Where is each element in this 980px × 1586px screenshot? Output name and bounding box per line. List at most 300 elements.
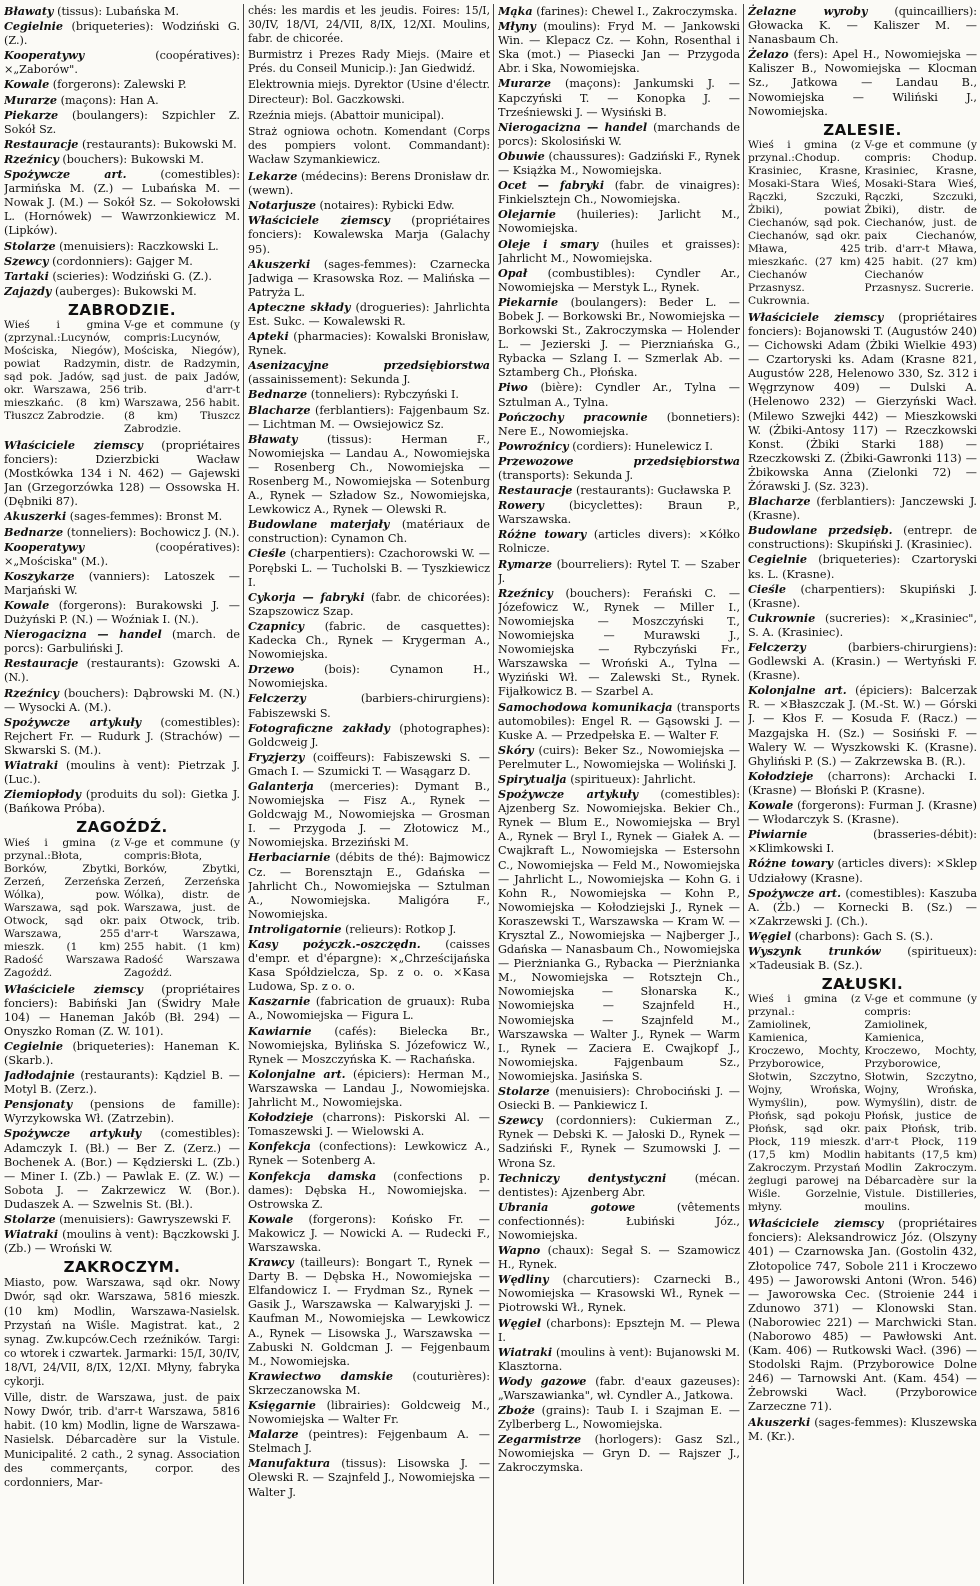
entry-category: Restauracje — [4, 656, 79, 671]
directory-entry — [498, 772, 740, 787]
directory-entry — [748, 523, 977, 552]
description-french: V-ge et commune (y compris:Błota, Borków, Zbytki, Zerzeń, Zerzeńska Wólka), distr. de Warszawa, just. de paix Otwock, trib. d'arr-t Warszawa, 255 habit. (1 km) Radość Warszawa Zagoźdź. — [124, 836, 240, 979]
entry-category: Blacharze — [248, 402, 311, 417]
description-polish: Wieś i gmina (z przynal.: Zamiolinek, Kamienica, Kroczewo, Mochty, Przyborowice, Słotwin, Szczytno, Wojny, Wrońska, Wymyślin), pow. Płońsk, sąd pokoju Płońsk, sąd okr. Płock, 119 mieszk. (17,5 km) Modlin Zakroczym. Przystań żeglugi parowej na Wiśle. Gorzelnie, młyny. — [748, 993, 861, 1214]
entry-category: Notarjusze — [248, 198, 316, 213]
entry-category: Introligatornie — [248, 921, 342, 936]
entry-text: (bouchers): Ferański C. — Józefowicz W., Rynek — Miller I., Nowomiejska — Moszczyński T., Nowomiejska — Murawski J., Nowomiejska — Rybczyński Fr., Warszawska — Wroński A., Tylna — Wyziński Wł. — Zalewski St., Rynek. Fijałkowicz B. — Szarbel A. — [498, 586, 741, 699]
entry-category: Nierogacizna — handel — [4, 627, 162, 642]
directory-entry — [498, 483, 740, 498]
entry-text: (bouchers): Bukowski M. — [62, 152, 204, 166]
entry-category: Oleje i smary — [498, 236, 599, 251]
entry-text: (briqueteries): Wodziński G. (Z.). — [4, 20, 240, 48]
directory-entry — [748, 640, 977, 683]
entry-text: (boulangers): Szpichler Z. Sokół Sz. — [4, 108, 240, 136]
directory-entry — [248, 1456, 490, 1499]
directory-entry — [498, 120, 740, 149]
entry-text: (comestibles): Adamczyk I. (Bł.) — Ber Z. (Zerz.) — Bochenek A. (Bor.) — Kędzierski L. (Zb.) — Miner I. (Zb.) — Pawlak E. (Z. W.) — Sobota J. — Zakrzewicz W. (Bor.). Dudaszek A. — Szwelnis St. (Bł.). — [4, 1127, 240, 1211]
entry-category: Kooperatywy — [4, 539, 85, 554]
entry-text: (tissus): Lisowska J. — Olewski R. — Szajnfeld J., Nowomiejska — Walter J. — [248, 1457, 491, 1499]
entry-category: Węgiel — [498, 1315, 542, 1330]
directory-entry — [498, 1243, 740, 1272]
entry-text: (menuisiers): Gawryszewski F. — [59, 1213, 232, 1226]
entry-category: Ubrania gotowe — [498, 1199, 636, 1214]
entry-category: Felczerzy — [748, 640, 806, 654]
entry-text: (sages-femmes): Kluszewska M. (Kr.). — [748, 1415, 977, 1443]
directory-entry — [498, 19, 740, 76]
entry-text: (pensions de famille): Wyrzykowska Wł. (Zatrzebin). — [4, 1098, 240, 1126]
entry-category: Właściciele ziemscy — [748, 309, 884, 324]
entry-text: (propriétaires fonciers): Kowalewska Marja (Galachy 95). — [248, 214, 490, 256]
entry-text: (menuisiers): Raczkowski L. — [59, 239, 219, 253]
place-description: Rzeźnia miejs. (Abattoir municipal). — [248, 108, 445, 122]
entry-category: Kowale — [4, 77, 50, 92]
entry-text: (ferblantiers): Fajgenbaum Sz. — Lichtman M. — Owsiejowicz Sz. — [248, 403, 490, 431]
entry-category: Cegielnie — [4, 19, 63, 34]
entry-text: (tonneliers): Bochowicz J. (N.). — [66, 525, 240, 539]
entry-text: (merceries): Dymant B., Nowomiejska — Fisz A., Rynek — Goldcwajg M., Nowomiejska — Grosman I. — Przygoda J. — Złotowicz M., Nowomiejska. Brzeziński M. — [248, 779, 491, 850]
entry-category: Akuszerki — [748, 1414, 811, 1429]
entry-text: (fabric. de casquettes): Kadecka Ch., Rynek — Krygerman A., Nowomiejska. — [248, 619, 490, 662]
directory-entry — [748, 552, 977, 581]
entry-category: Techniczy dentystyczni — [498, 1170, 667, 1185]
directory-entry — [248, 1139, 490, 1168]
directory-entry — [498, 1432, 740, 1475]
entry-category: Olejarnie — [498, 207, 556, 222]
directory-entry — [4, 1068, 240, 1097]
directory-entry — [498, 410, 740, 439]
directory-entry — [248, 257, 490, 300]
directory-entry — [4, 1227, 240, 1256]
entry-category: Spirytualja — [498, 771, 567, 786]
entry-text: (couturières): Skrzeczanowska M. — [248, 1369, 490, 1397]
entry-text: (grains): Taub I. i Szajman E. — Zylberberg L., Nowomiejska. — [498, 1404, 740, 1432]
entry-text: (charrons): Archacki I. (Krasne) — Błoński P. (Krasne). — [748, 769, 978, 797]
entry-category: Wapno — [498, 1243, 541, 1258]
entry-text: (pharmacies): Kowalski Bronisław, Rynek. — [248, 330, 491, 358]
directory-entry — [498, 178, 740, 207]
entry-text: (restaurants): Kądziel B. — Motyl B. (Zerz.). — [4, 1069, 240, 1097]
directory-entry — [498, 586, 740, 700]
entry-category: Asenizacyjne przedsiębiorstwa — [248, 358, 490, 373]
entry-category: Jadłodajnie — [4, 1068, 75, 1083]
entry-text: (restaurants): Gzowski A. (N.). — [4, 657, 240, 685]
entry-category: Kolonjalne art. — [748, 683, 847, 698]
directory-entry — [498, 1316, 740, 1345]
directory-entry — [4, 48, 240, 77]
directory-entry — [248, 1067, 490, 1110]
entry-category: Ocet — fabryki — [498, 178, 605, 193]
directory-entry — [748, 683, 977, 769]
entry-category: Stolarze — [4, 1212, 56, 1226]
entry-text: (restaurants): Bukowski M. — [81, 137, 237, 151]
entry-text: (quincailliers): Głowacka K. — Kaliszer M. — Nanasbaum Ch. — [748, 5, 978, 47]
directory-entry — [498, 439, 740, 454]
entry-category: Mąka — [498, 4, 533, 18]
entry-text: (comestibles): Kaszuba A. (Żb.) — Kornecki B. (Sz.) — ×Zakrzewski J. (Ch.). — [748, 886, 977, 928]
entry-category: Rzeźnicy — [498, 585, 553, 600]
entry-text: (cordonniers): Gajger M. — [52, 254, 193, 268]
entry-text: (propriétaires fonciers): Bojanowski T. (Augustów 240) — Cichowski Adam (Żbiki Wielkie 493) — Czartoryski ks. Adam (Krasne 821, Augustów 228, Helenowo 330, Sz. 312 i Węgrzynow 409) — Dulski A. (Helenowo 232) — Gierzyński Wacł. (Milewo Szwejki 442) — Mieszkowski W. (Żbiki-Antosy 117) — Rzeczkowski Konst. (Żbiki Starki 188) — Rzeczkowski Z. (Żbiki-Gawronki 113) — Żbikowska Anna (Zielonki 72) — Żórawski J. (Sz. 323). — [748, 310, 977, 493]
place-heading: ZAGOŹDŹ. — [76, 818, 168, 837]
entry-text: (bois): Cynamon H., Nowomiejska. — [248, 663, 490, 691]
entry-text: (tissus): Herman F., Nowomiejska — Landau A., Nowomiejska — Rosenberg Ch., Nowomiejska — Rosenberg M., Nowomiejska — Sotenburg A., Rynek — Szładow Sz., Nowomiejska, Lewkowicz A., Rynek — Olewski R. — [248, 432, 491, 517]
entry-category: Rzeźnicy — [4, 685, 59, 700]
directory-entry — [498, 498, 740, 527]
entry-category: Młyny — [498, 19, 536, 34]
entry-text: (barbiers-chirurgiens): Fabiszewski S. — [248, 692, 490, 720]
entry-category: Różne towary — [498, 527, 587, 542]
directory-entry — [748, 769, 977, 798]
directory-entry — [748, 582, 977, 611]
directory-entry — [498, 743, 740, 772]
entry-category: Malarze — [248, 1427, 299, 1442]
place-heading: ZAŁUSKI. — [821, 975, 904, 994]
entry-text: (assainissement): Sekunda J. — [248, 373, 411, 387]
entry-category: Ziemiopłody — [4, 787, 81, 802]
directory-entry — [248, 779, 490, 850]
entry-category: Cieśle — [248, 546, 286, 561]
entry-category: Czapnicy — [248, 618, 305, 633]
directory-entry — [4, 758, 240, 787]
entry-text: (épiciers): Herman M., Warszawska — Landau J., Nowomiejska. Jahrlicht M., Nowomiejska. — [248, 1067, 490, 1110]
directory-entry — [248, 750, 490, 779]
entry-category: Koszykarze — [4, 568, 75, 583]
entry-text: (chaux): Segał S. — Szamowicz H., Rynek. — [498, 1244, 740, 1272]
entry-category: Opał — [498, 265, 528, 280]
directory-entry — [4, 982, 240, 1039]
directory-entry — [748, 798, 977, 827]
entry-category: Murarze — [498, 76, 552, 91]
directory-entry — [248, 1255, 490, 1369]
entry-text: (comestibles): Rejchert Fr. — Rudurk J. (Strachów) — Skwarski S. (M.). — [4, 715, 240, 757]
entry-category: Stolarze — [498, 1084, 550, 1099]
entry-category: Obuwie — [498, 148, 545, 163]
directory-entry — [4, 77, 240, 92]
directory-entry — [4, 152, 240, 167]
directory-entry — [4, 108, 240, 137]
directory-entry — [4, 254, 240, 269]
entry-text: (farines): Chewel I., Zakroczymska. — [536, 5, 738, 18]
directory-entry — [4, 1039, 240, 1068]
entry-category: Spożywcze artykuły — [498, 787, 639, 802]
entry-text: (sages-femmes): Czarnecka Jadwiga — Krasowska Roz. — Malińska — Patryża L. — [248, 257, 491, 299]
entry-text: (bicyclettes): Braun P., Warszawska. — [498, 499, 740, 527]
entry-text: (relieurs): Rotkop J. — [345, 922, 457, 936]
entry-text: (propriétaires fonciers): Dzierzbicki Wacław (Mostkówka 134 i N. 462) — Gajewski Jan (Grzegorzówka 128) — Ossowska H. (Dębniki 87). — [4, 438, 240, 509]
entry-category: Apteki — [248, 329, 289, 344]
entry-text: (bonnetiers): Nere E., Nowomiejska. — [498, 410, 740, 438]
entry-text: (auberges): Bukowski M. — [54, 284, 197, 298]
entry-text: (coiffeurs): Fabiszewski S. — Gmach I. — Szumicki T. — Wasągarz D. — [248, 750, 490, 778]
directory-entry — [498, 76, 740, 119]
entry-category: Węgiel — [748, 928, 792, 943]
directory-entry — [4, 1212, 240, 1227]
directory-entry — [248, 1369, 490, 1398]
directory-entry — [748, 310, 977, 494]
entry-text: (huileries): Jarlicht M., Nowomiejska. — [498, 208, 740, 236]
entry-text: (articles divers): ×Sklep Udziałowy (Krasne). — [748, 857, 977, 885]
directory-entry — [248, 169, 490, 198]
place-heading: ZALESIE. — [823, 120, 902, 139]
entry-text: (photographes): Goldcweig J. — [248, 721, 490, 749]
description-polish: Wieś i gmina (z przynal.:Błota, Borków, Zbytki, Zerzeń, Zerzeńska Wólka), pow. Warszawa, sąd pok. Otwock, sąd okr. Warszawa, 255 mieszk. (1 km) Radość Warszawa Zagoźdź. — [4, 836, 120, 979]
entry-category: Rowery — [498, 498, 544, 513]
entry-category: Drzewo — [248, 662, 295, 677]
directory-entry — [748, 1216, 977, 1414]
directory-entry — [748, 856, 977, 885]
text-column-4 — [748, 4, 980, 1584]
place-heading: ZAKROCZYM. — [63, 1258, 181, 1277]
directory-entry — [748, 47, 977, 118]
entry-text: (forgerons): Burakowski J. — Dużyński P. (N.) — Woźniak I. (N.). — [4, 599, 240, 627]
directory-entry — [248, 1398, 490, 1427]
entry-text: (forgerons): Furman J. (Krasne) — Włodarczyk S. (Krasne). — [748, 799, 977, 827]
entry-category: Spożywcze art. — [748, 885, 841, 900]
bilingual-description — [748, 139, 977, 308]
bilingual-description — [4, 319, 240, 436]
entry-text: (moulins à vent): Bujanowski M. Klasztorna. — [498, 1345, 740, 1373]
entry-category: Kołodzieje — [748, 768, 814, 783]
entry-text: (fers): Apel H., Nowomiejska — Kaliszer B., Nowomiejska — Klocman Sz., Jatkowa — Landau B., Nowomiejska — Wiliński J., Nowomiejska. — [748, 48, 978, 118]
entry-text: (charrons): Piskorski Al. — Tomaszewski J. — Wielowski A. — [248, 1111, 490, 1139]
directory-entry — [4, 1126, 240, 1212]
entry-category: Wyszynk trunków — [748, 943, 881, 958]
entry-text: (menuisiers): Chrobociński J. — Osiecki B. — Pankiewicz I. — [498, 1085, 740, 1113]
entry-category: Restauracje — [4, 136, 79, 151]
directory-entry — [4, 656, 240, 685]
entry-text: (comestibles): Ajzenberg Sz. Nowomiejska. Bekier Ch., Rynek — Blum E., Nowomiejska — Bryl A., Rynek — Bryl I., Rynek — Giałek A. — Cwajkraft L., Nowomiejska — Estersohn C., Nowomiejska — Feld M., Nowomiejska — Jahrlicht L., Nowomiejska — Kohn G. i Kohn R., Nowomiejska — Kohn P., Nowomiejska — Kołodziejski J., Rynek — Koraszewski T., Warszawska — Kram W. — Krysztal Z., Nowomiejska — Najberger J., Gdańska — Nanasbaum Ch., Nowomiejska — Pierżnianka G., Rybacka — Pierżnianka M., Nowomiejska — Rotsztejn Ch., Nowomiejska — Słonarska K., Nowomiejska — Szajnfeld H., Nowomiejska — Szajnfeld M., Warszawska — Walter J., Rynek — Warm I., Rynek — Zaciera E. Cwajkopf J., Nowomiejska. Fajgenbaum Sz., Nowomiejska. Jasińska S. — [498, 788, 740, 1083]
directory-entry — [4, 269, 240, 284]
entry-category: Fryzjerzy — [248, 749, 305, 764]
entry-category: Spożywcze art. — [4, 167, 127, 182]
entry-text: (mécan. dentistes): Ajzenberg Abr. — [498, 1171, 741, 1199]
directory-entry — [4, 715, 240, 758]
entry-category: Spożywcze artykuły — [4, 1126, 142, 1141]
place-heading: ZABRODZIE. — [67, 300, 177, 319]
entry-text: (horlogers): Gasz Szl., Nowomiejska — Gryn D. — Rajszer J., Zakroczymska. — [498, 1433, 740, 1475]
entry-category: Krawiectwo damskie — [248, 1368, 393, 1383]
entry-category: Spożywcze artykuły — [4, 714, 142, 729]
directory-entry — [498, 149, 740, 178]
entry-text: (briqueteries): Haneman K. (Skarb.). — [4, 1039, 240, 1067]
entry-text: (fabrication de gruaux): Ruba A., Nowomiejska — Figura L. — [248, 995, 490, 1023]
entry-text: (barbiers-chirurgiens): Godlewski A. (Krasin.) — Wertyński F. (Krasne). — [748, 641, 977, 683]
entry-text: (transports): Sekunda J. — [498, 469, 634, 482]
entry-category: Fotograficzne zakłady — [248, 720, 390, 735]
entry-category: Księgarnie — [248, 1398, 316, 1412]
entry-text: (vêtements confectionnés): Łubiński Józ., Nowomiejska. — [498, 1200, 740, 1242]
directory-entry — [498, 1171, 740, 1200]
directory-entry — [248, 213, 490, 256]
directory-entry — [498, 454, 740, 483]
directory-entry — [498, 4, 740, 19]
entry-text: (cordonniers): Cukierman Z., Rynek — Debski K. — Jałoski D., Rynek — Sadziński F., Rynek — Szumowski J. — Wrona Sz. — [498, 1114, 740, 1170]
entry-text: (notaires): Rybicki Edw. — [319, 199, 455, 213]
directory-entry — [248, 922, 490, 937]
entry-text: (confections): Lewkowicz A., Rynek — Sotenberg A. — [248, 1140, 490, 1168]
entry-category: Akuszerki — [4, 509, 67, 524]
entry-text: (drogueries): Jahrlichta Est. Sukc. — Kowalewski R. — [248, 300, 491, 328]
directory-entry — [498, 1084, 740, 1113]
entry-text: (propriétaires fonciers): Aleksandrowicz Józ. (Olszyny 401) — Czarnowska Jan. (Gostolin 432, Złotopolice 747, Sobole 211 i Kroczewo 495) — Jaworowski Antoni (Wron. 546) — Jaworowska Cec. (Stroienie 244 i Zdunowo 371) — Klonowski Stan. (Naborowiec 221) — Marchwicki Stan. (Naborowo 485) — Pawłowski Ant. (Kam. 406) — Rutkowski Wacł. (396) — Stodolski Rajm. (Przyborowice Dolne 246) — Tarnowski Ant. (Kam. 454) — Żebrowski Wacł. (Przyborowice Zarzeczne 71). — [748, 1217, 977, 1414]
entry-category: Cykorja — fabryki — [248, 589, 365, 604]
directory-entry — [748, 944, 977, 973]
entry-category: Zegarmistrze — [498, 1432, 582, 1447]
entry-category: Bednarze — [248, 387, 308, 402]
entry-category: Kołodzieje — [248, 1110, 314, 1125]
entry-category: Herbaciarnie — [248, 850, 331, 865]
entry-text: (entrepr. de constructions): Skupiński J. (Krasiniec). — [748, 524, 977, 552]
description-polish: Wieś i gmina (zprzynal.:Lucynów, Mościska, Niegów), powiat Radzymin, sąd pok. Jadów, sąd okr. Warszawa, 256 mieszkańc. (8 km) Tłuszcz Zabrodzie. — [4, 318, 120, 422]
entry-text: (propriétaires fonciers): Babiński Jan (Świdry Małe 104) — Haneman Jakób (Bł. 294) — Onyszko Roman (Z. W. 101). — [4, 982, 240, 1038]
entry-category: Lekarze — [248, 169, 298, 184]
entry-text: (caisses d'empr. et d'épargne): ×„Chrześcijańska Kasa Spółdzielcza, Sp. z o. o. ×Kasa Ludowa, Sp. z o. o. — [248, 938, 490, 994]
entry-text: (coopératives): ×„Mościska" (M.). — [4, 540, 240, 568]
entry-text: (chaussures): Gadziński F., Rynek — Książka M., Nowomiejska. — [498, 149, 740, 178]
directory-entry — [498, 527, 740, 556]
directory-entry — [4, 1097, 240, 1126]
entry-category: Piwiarnie — [748, 827, 808, 842]
entry-category: Felczerzy — [248, 691, 306, 706]
directory-entry — [248, 850, 490, 921]
text-column-1 — [4, 4, 244, 1584]
entry-text: (matériaux de construction): Cynamon Ch. — [248, 518, 490, 546]
entry-category: Blacharze — [748, 494, 811, 509]
entry-category: Tartaki — [4, 268, 49, 283]
entry-text: (huiles et graisses): Jahrlicht M., Nowomiejska. — [498, 237, 740, 265]
entry-text: (ferblantiers): Janczewski J. (Krasne). — [748, 495, 977, 523]
entry-category: Galanterja — [248, 778, 314, 793]
directory-entry — [498, 1113, 740, 1170]
entry-text: (charpentiers): Skupiński J. (Krasne). — [748, 582, 978, 610]
entry-category: Właściciele ziemscy — [248, 213, 390, 228]
entry-category: Piekarze — [4, 107, 59, 122]
entry-text: (march. de porcs): Garbuliński J. — [4, 628, 240, 656]
directory-entry — [4, 4, 240, 19]
entry-text: (librairies): Goldcweig M., Nowomiejska — Walter Fr. — [248, 1399, 490, 1427]
directory-entry — [248, 517, 490, 546]
entry-text: (articles divers): ×Kółko Rolnicze. — [498, 528, 740, 556]
directory-entry — [248, 1024, 490, 1067]
directory-entry — [498, 700, 740, 743]
entry-text: (moulins à vent): Bączkowski J. (Zb.) — Wroński W. — [4, 1228, 240, 1256]
directory-entry — [4, 438, 240, 509]
entry-text: (comestibles): Jarmińska M. (Z.) — Lubańska M. — Nowak J. (M.) — Sokół Sz. — Sokołowski L. (Hornówek) — Wawrzonkiewicz M. (Lipków). — [4, 168, 241, 238]
entry-category: Kooperatywy — [4, 48, 85, 63]
directory-entry — [498, 557, 740, 586]
place-description: Miasto, pow. Warszawa, sąd okr. Nowy Dwór, sąd okr. Warszawa, 5816 mieszk. (10 km) Modlin, Warszawa-Nasielsk. Przystań na Wiśle. Magistrat. kat., 2 synag. Zw.kupców.Cech rzeźników. Targi: co wtorek i czwartek. Jarmarki: 15/I, 30/IV, 18/VI, 24/VII, 8/IX, 12/XI. Młyny, fabryka cykorji. — [4, 1276, 240, 1389]
directory-entry — [248, 994, 490, 1023]
bilingual-description — [4, 837, 240, 980]
directory-entry — [4, 787, 240, 816]
entry-text: (spiritueux): Jahrlicht. — [570, 772, 696, 786]
entry-category: Bławaty — [4, 4, 54, 18]
directory-entry — [498, 266, 740, 295]
directory-entry — [248, 300, 490, 329]
directory-entry — [498, 1272, 740, 1315]
entry-category: Kolonjalne art. — [248, 1066, 346, 1081]
text-column-3 — [498, 4, 744, 1584]
directory-entry — [248, 1212, 490, 1255]
description-polish: Wieś i gmina (z przynal.:Chodup. Krasiniec, Krasne, Mosaki-Stara Wieś, Rączki, Szczuki, Żbiki), powiat Ciechanów, sąd pok. Ciechanów, sąd okr. Mława, 425 mieszkańc. (27 km) Ciechanów Przasnysz. Cukrownia. — [748, 138, 861, 307]
entry-category: Budowlane materjały — [248, 517, 390, 532]
entry-category: Pończochy pracownie — [498, 409, 648, 424]
entry-category: Szewcy — [4, 253, 49, 268]
place-description: Burmistrz i Prezes Rady Miejs. (Maire et Prés. du Conseil Municip.): Jan Giedwidź. — [248, 48, 490, 76]
entry-text: (cordiers): Hunelewicz I. — [572, 439, 713, 453]
entry-category: Cukrownie — [748, 610, 816, 625]
entry-text: (marchands de porcs): Skolosiński W. — [498, 120, 740, 148]
entry-category: Nierogacizna — handel — [498, 119, 648, 134]
entry-text: (bouchers): Dąbrowski M. (N.) — Wysocki A. (M.). — [4, 686, 240, 714]
directory-entry — [498, 237, 740, 266]
entry-category: Rymarze — [498, 556, 553, 571]
entry-text: (boulangers): Beder L. — Bobek J. — Borkowski Br., Nowomiejska — Borkowski St., Zakroczymska — Holender L. — Jezierski J. — Pierzniańska G., Rybacka — Szlang I. — Szmerlak Ab. — Sztamberg Ch., Płońska. — [498, 295, 740, 380]
entry-category: Wiatraki — [4, 758, 59, 773]
directory-entry — [4, 686, 240, 715]
directory-entry — [498, 787, 740, 1084]
entry-category: Kowale — [4, 598, 50, 612]
entry-text: (maçons): Han A. — [60, 93, 159, 107]
entry-text: (charpentiers): Czachorowski W. — Porębski L. — Tucholski B. — Tyszkiewicz I. — [248, 547, 490, 589]
entry-category: Bławaty — [248, 431, 298, 446]
description-french: V-ge et commune (y compris:Lucynów, Mościska, Niegów), distr. de Radzymin, just. de paix Jadów, trib. d'arr-t Warszawa, 256 habit. (8 km) Tłuszcz Zabrodzie. — [124, 318, 240, 435]
entry-category: Właściciele ziemscy — [748, 1216, 884, 1231]
entry-text: (peintres): Fejgenbaum A. — Stelmach J. — [248, 1428, 490, 1456]
directory-entry — [4, 627, 240, 656]
entry-text: (moulins à vent): Pietrzak J. (Luc.). — [4, 759, 240, 787]
entry-text: (combustibles): Cyndler Ar., Nowomiejska — Merstyk L., Rynek. — [498, 266, 741, 294]
entry-category: Akuszerki — [248, 256, 311, 271]
directory-entry — [4, 525, 240, 540]
text-column-2 — [248, 4, 494, 1584]
entry-text: (cuirs): Beker Sz., Nowomiejska — Perelmuter L., Nowomiejska — Woliński J. — [498, 743, 740, 771]
directory-entry — [248, 403, 490, 432]
entry-text: (briqueteries): Czartoryski ks. L. (Krasne). — [748, 553, 977, 581]
entry-text: (débits de thé): Bajmowicz Cz. — Borensztajn E., Gdańska — Jahrlicht Ch., Nowomiejska — Sztulman A., Nowomiejska. Maligóra F., Nowomiejska. — [248, 851, 490, 921]
directory-entry — [248, 937, 490, 994]
entry-category: Żelazo — [748, 47, 789, 62]
entry-category: Budowlane przedsięb. — [748, 523, 893, 538]
directory-entry — [248, 619, 490, 662]
directory-entry — [498, 1345, 740, 1374]
entry-category: Wiatraki — [4, 1227, 59, 1242]
entry-category: Cieśle — [748, 581, 786, 596]
entry-text: (charbons): Epsztejn M. — Plewa I. — [498, 1316, 740, 1344]
directory-entry — [248, 1169, 490, 1212]
directory-entry — [4, 19, 240, 48]
entry-category: Skóry — [498, 742, 534, 757]
entry-text: (scieries): Wodziński G. (Z.). — [52, 269, 212, 283]
directory-entry — [4, 509, 240, 524]
entry-text: (cafés): Bielecka Br., Nowomiejska, Bylińska S. Józefowicz W., Rynek — Moszczyńska K. — Rachańska. — [248, 1024, 490, 1066]
entry-text: (vanniers): Latoszek — Marjański W. — [4, 569, 240, 597]
place-description: Elektrownia miejs. Dyrektor (Usine d'électr. Directeur): Bol. Gaczkowski. — [248, 78, 490, 106]
entry-text: (charbons): Gach S. (S.). — [794, 929, 934, 943]
directory-entry — [4, 167, 240, 238]
directory-entry — [498, 1374, 740, 1403]
entry-category: Kaszarnie — [248, 994, 311, 1009]
directory-entry — [4, 137, 240, 152]
entry-category: Kowale — [248, 1211, 294, 1226]
entry-text: (tissus): Lubańska M. — [57, 5, 180, 18]
directory-entry — [748, 611, 977, 640]
entry-text: (bière): Cyndler Ar., Tylna — Sztulman A., Tylna. — [498, 381, 740, 409]
bilingual-description — [748, 993, 977, 1214]
directory-entry — [4, 569, 240, 598]
entry-category: Cegielnie — [748, 552, 807, 567]
